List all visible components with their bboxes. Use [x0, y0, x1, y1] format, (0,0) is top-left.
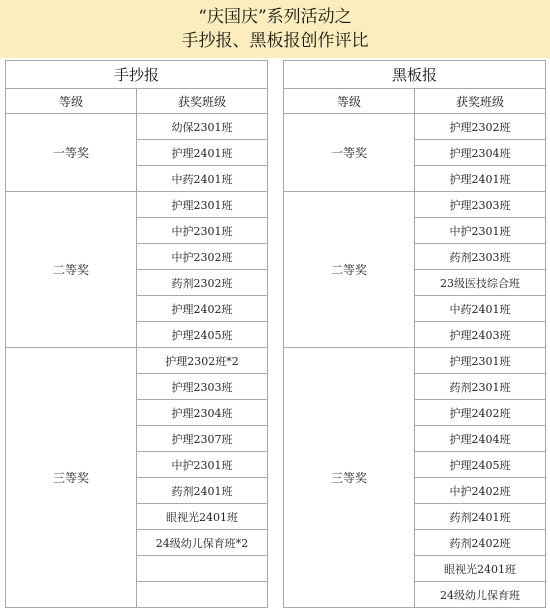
- handwritten-newspaper-table: [5, 60, 268, 608]
- award-class-cell: 药剂2302班: [137, 270, 268, 296]
- award-class-cell: 中护2301班: [137, 452, 268, 478]
- award-grade-cell: 三等奖: [6, 348, 137, 608]
- page-title-line2: 手抄报、黑板报创作评比: [181, 31, 369, 51]
- award-class-cell: 24级幼儿保育班: [415, 582, 546, 608]
- table-row: [284, 192, 546, 218]
- table-title-row: [6, 61, 268, 89]
- award-class-cell: 护理2301班: [137, 192, 268, 218]
- award-class-cell: 24级幼儿保育班*2: [137, 530, 268, 556]
- award-grade-cell: 三等奖: [284, 348, 415, 608]
- table-row: [284, 348, 546, 374]
- table-row: [6, 348, 268, 374]
- award-class-cell: 护理2405班: [415, 452, 546, 478]
- award-class-cell: 护理2301班: [415, 348, 546, 374]
- award-class-cell: 护理2304班: [415, 140, 546, 166]
- award-class-cell: 中护2302班: [137, 244, 268, 270]
- award-class-cell: 中护2402班: [415, 478, 546, 504]
- table-title: 黑板报: [284, 61, 546, 89]
- award-class-cell: 幼保2301班: [137, 114, 268, 140]
- award-class-cell: 护理2405班: [137, 322, 268, 348]
- title-banner: [0, 0, 550, 58]
- award-class-cell: 护理2303班: [137, 374, 268, 400]
- table-title: 手抄报: [6, 61, 268, 89]
- award-class-cell: 药剂2401班: [137, 478, 268, 504]
- award-class-cell: 护理2402班: [415, 400, 546, 426]
- award-class-cell: 护理2403班: [415, 322, 546, 348]
- award-class-cell: [137, 582, 268, 608]
- award-class-cell: 护理2302班*2: [137, 348, 268, 374]
- column-header-classes: 获奖班级: [415, 89, 546, 114]
- award-class-cell: 护理2302班: [415, 114, 546, 140]
- award-class-cell: 护理2402班: [137, 296, 268, 322]
- table-title-row: [284, 61, 546, 89]
- award-class-cell: 护理2304班: [137, 400, 268, 426]
- table-header-row: [6, 89, 268, 114]
- award-class-cell: 中药2401班: [415, 296, 546, 322]
- award-class-cell: 眼视光2401班: [137, 504, 268, 530]
- table-row: [6, 192, 268, 218]
- award-class-cell: 药剂2402班: [415, 530, 546, 556]
- column-header-grade: 等级: [284, 89, 415, 114]
- award-grade-cell: 二等奖: [284, 192, 415, 348]
- award-grade-cell: 一等奖: [6, 114, 137, 192]
- award-grade-cell: 一等奖: [284, 114, 415, 192]
- award-class-cell: [137, 556, 268, 582]
- award-class-cell: 中护2301班: [415, 218, 546, 244]
- column-header-classes: 获奖班级: [137, 89, 268, 114]
- blackboard-newspaper-table: [283, 60, 546, 608]
- award-class-cell: 23级医技综合班: [415, 270, 546, 296]
- award-class-cell: 药剂2401班: [415, 504, 546, 530]
- award-class-cell: 中护2301班: [137, 218, 268, 244]
- award-class-cell: 护理2307班: [137, 426, 268, 452]
- award-class-cell: 护理2303班: [415, 192, 546, 218]
- table-header-row: [284, 89, 546, 114]
- award-class-cell: 药剂2301班: [415, 374, 546, 400]
- award-class-cell: 药剂2303班: [415, 244, 546, 270]
- award-class-cell: 护理2404班: [415, 426, 546, 452]
- column-header-grade: 等级: [6, 89, 137, 114]
- table-row: [6, 114, 268, 140]
- award-grade-cell: 二等奖: [6, 192, 137, 348]
- award-class-cell: 眼视光2401班: [415, 556, 546, 582]
- page-title-line1: “庆国庆”系列活动之: [198, 7, 352, 27]
- award-class-cell: 护理2401班: [415, 166, 546, 192]
- table-row: [284, 114, 546, 140]
- award-class-cell: 中药2401班: [137, 166, 268, 192]
- award-class-cell: 护理2401班: [137, 140, 268, 166]
